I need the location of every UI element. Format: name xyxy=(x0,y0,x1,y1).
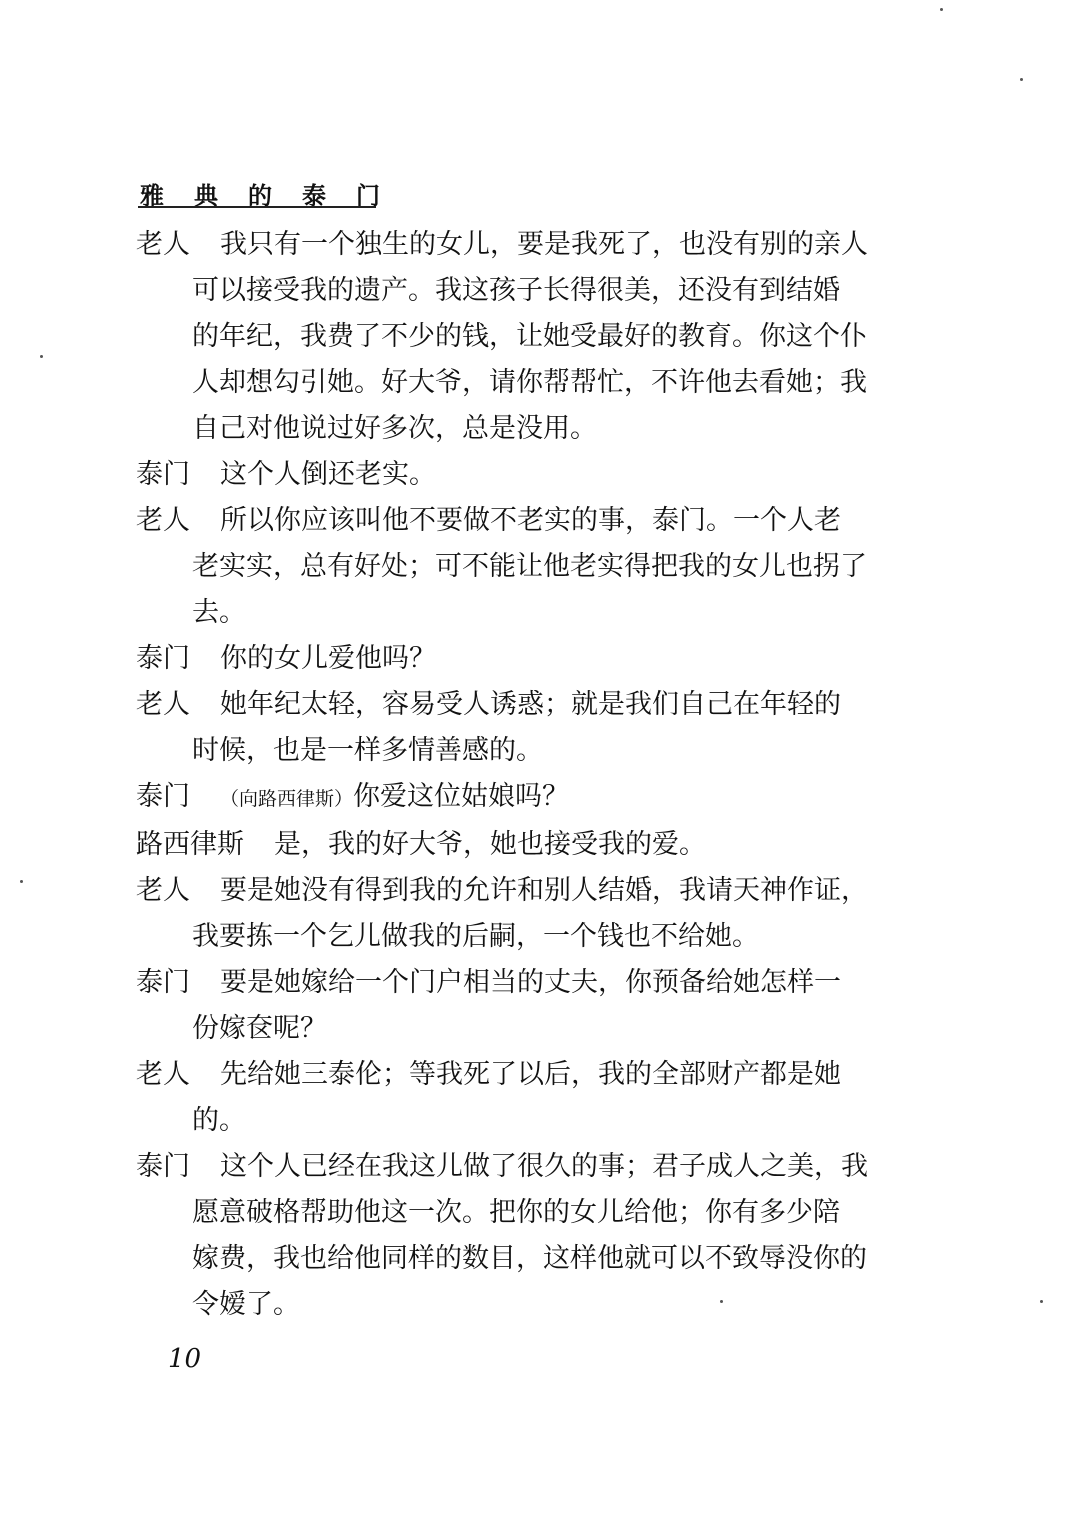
page-number: 10 xyxy=(168,1344,202,1374)
dialogue-entry xyxy=(136,774,856,822)
stage-direction: （向路西律斯） xyxy=(220,788,354,810)
dialogue-entry xyxy=(136,822,856,868)
speech-line: 人却想勾引她。好大爷，请你帮帮忙，不许他去看她；我 xyxy=(192,367,867,398)
speech-line: 先给她三泰伦；等我死了以后，我的全部财产都是她 xyxy=(220,1059,841,1090)
dialogue-entry xyxy=(136,682,856,774)
running-head-rule xyxy=(138,206,376,208)
speech-line: 你的女儿爱他吗？ xyxy=(220,643,436,674)
scan-speck xyxy=(20,880,23,883)
dialogue-entry xyxy=(136,1144,868,1328)
speaker-name: 老人 xyxy=(136,1059,190,1090)
speech-line: 令嫒了。 xyxy=(192,1289,300,1320)
speaker-name: 老人 xyxy=(136,229,190,260)
speech-line: 的年纪，我费了不少的钱，让她受最好的教育。你这个仆 xyxy=(192,321,867,352)
running-head-char: 雅 xyxy=(140,181,164,210)
running-head-char: 典 xyxy=(194,181,218,210)
speaker-name: 泰门 xyxy=(136,781,190,812)
speaker-name: 老人 xyxy=(136,875,190,906)
speech-line: 去。 xyxy=(192,597,246,628)
speech-line: 我只有一个独生的女儿，要是我死了，也没有别的亲人 xyxy=(220,229,868,260)
speech-line: 这个人已经在我这儿做了很久的事；君子成人之美，我 xyxy=(220,1151,868,1182)
running-head-char: 的 xyxy=(248,181,272,210)
dialogue-entry xyxy=(136,1052,856,1144)
dialogue-entry xyxy=(136,868,868,960)
speech-line: 可以接受我的遗产。我这孩子长得很美，还没有到结婚 xyxy=(192,275,840,306)
speech-line: 要是她没有得到我的允许和别人结婚，我请天神作证， xyxy=(220,875,868,906)
dialogue-entry xyxy=(136,636,856,682)
dialogue-entry xyxy=(136,452,856,498)
speech-line: 是，我的好大爷，她也接受我的爱。 xyxy=(274,829,706,860)
speaker-name: 泰门 xyxy=(136,643,190,674)
dialogue-entry xyxy=(136,498,867,636)
dialogue-entry xyxy=(136,222,868,452)
speech-line: 我要拣一个乞儿做我的后嗣，一个钱也不给她。 xyxy=(192,921,759,952)
running-head-char: 泰 xyxy=(302,181,326,210)
speech-line: 她年纪太轻，容易受人诱惑；就是我们自己在年轻的 xyxy=(220,689,841,720)
speaker-name: 老人 xyxy=(136,689,190,720)
speech-line: 你爱这位姑娘吗？ xyxy=(353,781,570,812)
speech-line: 老实实，总有好处；可不能让他老实得把我的女儿也拐了 xyxy=(192,551,867,582)
speech-line: 嫁费，我也给他同样的数目，这样他就可以不致辱没你的 xyxy=(192,1243,867,1274)
scan-speck xyxy=(40,355,43,358)
dialogue-text xyxy=(136,222,868,1328)
speech-line: 要是她嫁给一个门户相当的丈夫，你预备给她怎样一 xyxy=(220,967,841,998)
speech-line: 份嫁奁呢？ xyxy=(192,1013,327,1044)
speech-line: 自己对他说过好多次，总是没用。 xyxy=(192,413,597,444)
running-head-char: 门 xyxy=(356,181,380,210)
dialogue-entry xyxy=(136,960,856,1052)
speech-line: 时候，也是一样多情善感的。 xyxy=(192,735,543,766)
speaker-name: 泰门 xyxy=(136,459,190,490)
speaker-name: 泰门 xyxy=(136,967,190,998)
speech-line: 的。 xyxy=(192,1105,246,1136)
speaker-name: 泰门 xyxy=(136,1151,190,1182)
scan-speck xyxy=(940,8,943,11)
speaker-name: 路西律斯 xyxy=(136,829,244,860)
scan-speck xyxy=(1020,78,1023,81)
scan-speck xyxy=(1040,1300,1043,1303)
speech-line: 愿意破格帮助他这一次。把你的女儿给他；你有多少陪 xyxy=(192,1197,840,1228)
speaker-name: 老人 xyxy=(136,505,190,536)
speech-line: 这个人倒还老实。 xyxy=(220,459,436,490)
speech-line: 所以你应该叫他不要做不老实的事，泰门。一个人老 xyxy=(220,505,841,536)
scan-speck xyxy=(720,1300,723,1303)
